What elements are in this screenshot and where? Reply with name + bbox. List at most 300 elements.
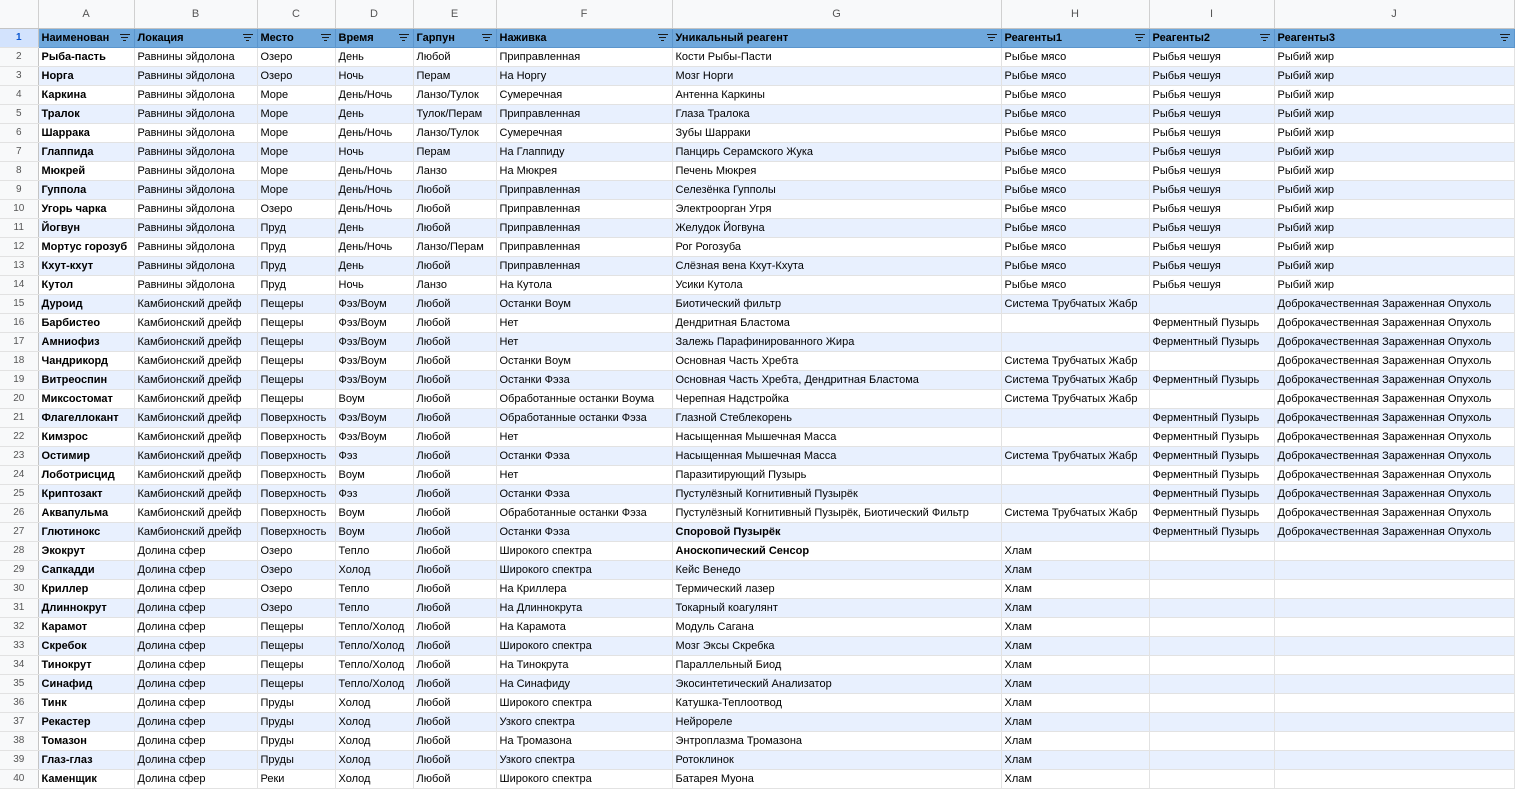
cell[interactable]: Долина сфер: [134, 674, 257, 693]
cell[interactable]: Останки Фэза: [496, 446, 672, 465]
column-letter-h[interactable]: H: [1001, 0, 1149, 28]
cell[interactable]: [1274, 712, 1514, 731]
cell[interactable]: Долина сфер: [134, 712, 257, 731]
header-cell[interactable]: [1001, 28, 1149, 47]
cell[interactable]: На Криллера: [496, 579, 672, 598]
cell[interactable]: Рыбья чешуя: [1149, 66, 1274, 85]
cell[interactable]: Любой: [413, 674, 496, 693]
cell[interactable]: Селезёнка Гупполы: [672, 180, 1001, 199]
cell[interactable]: Хлам: [1001, 655, 1149, 674]
cell[interactable]: Рыбье мясо: [1001, 104, 1149, 123]
cell[interactable]: Рыба-пасть: [38, 47, 134, 66]
cell[interactable]: Останки Фэза: [496, 370, 672, 389]
cell[interactable]: Любой: [413, 180, 496, 199]
cell[interactable]: Рыбий жир: [1274, 142, 1514, 161]
cell[interactable]: Печень Мюкрея: [672, 161, 1001, 180]
cell[interactable]: Тинокрут: [38, 655, 134, 674]
cell[interactable]: Доброкачественная Зараженная Опухоль: [1274, 370, 1514, 389]
cell[interactable]: [1149, 693, 1274, 712]
cell[interactable]: Остимир: [38, 446, 134, 465]
cell[interactable]: Доброкачественная Зараженная Опухоль: [1274, 332, 1514, 351]
cell[interactable]: Хлам: [1001, 636, 1149, 655]
filter-icon[interactable]: [120, 34, 130, 42]
cell[interactable]: Зубы Шарраки: [672, 123, 1001, 142]
cell[interactable]: Синафид: [38, 674, 134, 693]
cell[interactable]: Камбионский дрейф: [134, 522, 257, 541]
cell[interactable]: Море: [257, 180, 335, 199]
cell[interactable]: Озеро: [257, 579, 335, 598]
row-number[interactable]: 8: [0, 161, 38, 180]
cell[interactable]: Рыбье мясо: [1001, 218, 1149, 237]
cell[interactable]: Кимзрос: [38, 427, 134, 446]
cell[interactable]: Любой: [413, 579, 496, 598]
cell[interactable]: Рыбье мясо: [1001, 275, 1149, 294]
header-cell[interactable]: [134, 28, 257, 47]
cell[interactable]: Равнины эйдолона: [134, 256, 257, 275]
cell[interactable]: Нет: [496, 313, 672, 332]
cell[interactable]: День: [335, 218, 413, 237]
cell[interactable]: Любой: [413, 769, 496, 788]
cell[interactable]: Долина сфер: [134, 579, 257, 598]
cell[interactable]: Долина сфер: [134, 693, 257, 712]
cell[interactable]: Йогвун: [38, 218, 134, 237]
cell[interactable]: [1274, 750, 1514, 769]
cell[interactable]: Рыбье мясо: [1001, 199, 1149, 218]
cell[interactable]: Рыбий жир: [1274, 199, 1514, 218]
cell[interactable]: Широкого спектра: [496, 636, 672, 655]
cell[interactable]: Рыбье мясо: [1001, 237, 1149, 256]
row-number[interactable]: 36: [0, 693, 38, 712]
header-cell[interactable]: [257, 28, 335, 47]
column-letter-e[interactable]: E: [413, 0, 496, 28]
cell[interactable]: [1149, 731, 1274, 750]
cell[interactable]: Рыбье мясо: [1001, 66, 1149, 85]
row-number[interactable]: 16: [0, 313, 38, 332]
cell[interactable]: Камбионский дрейф: [134, 313, 257, 332]
filter-icon[interactable]: [399, 34, 409, 42]
row-number[interactable]: 27: [0, 522, 38, 541]
cell[interactable]: День: [335, 47, 413, 66]
cell[interactable]: Рыбья чешуя: [1149, 199, 1274, 218]
cell[interactable]: Широкого спектра: [496, 541, 672, 560]
cell[interactable]: [1149, 769, 1274, 788]
cell[interactable]: Пещеры: [257, 655, 335, 674]
cell[interactable]: Камбионский дрейф: [134, 484, 257, 503]
row-number[interactable]: 9: [0, 180, 38, 199]
cell[interactable]: Любой: [413, 503, 496, 522]
row-number[interactable]: 10: [0, 199, 38, 218]
cell[interactable]: Ротоклинок: [672, 750, 1001, 769]
header-cell[interactable]: [672, 28, 1001, 47]
cell[interactable]: Любой: [413, 332, 496, 351]
cell[interactable]: День/Ночь: [335, 237, 413, 256]
cell[interactable]: Пруд: [257, 237, 335, 256]
cell[interactable]: Обработанные останки Воума: [496, 389, 672, 408]
cell[interactable]: [1149, 655, 1274, 674]
header-cell[interactable]: [335, 28, 413, 47]
cell[interactable]: Хлам: [1001, 693, 1149, 712]
cell[interactable]: Равнины эйдолона: [134, 142, 257, 161]
cell[interactable]: Система Трубчатых Жабр: [1001, 294, 1149, 313]
row-number[interactable]: 15: [0, 294, 38, 313]
row-number[interactable]: 12: [0, 237, 38, 256]
cell[interactable]: Камбионский дрейф: [134, 427, 257, 446]
cell[interactable]: [1149, 560, 1274, 579]
cell[interactable]: Аквапульма: [38, 503, 134, 522]
cell[interactable]: Насыщенная Мышечная Масса: [672, 446, 1001, 465]
cell[interactable]: Рыбье мясо: [1001, 142, 1149, 161]
row-number[interactable]: 30: [0, 579, 38, 598]
cell[interactable]: Экосинтетический Анализатор: [672, 674, 1001, 693]
cell[interactable]: Пустулёзный Когнитивный Пузырёк: [672, 484, 1001, 503]
cell[interactable]: Пруд: [257, 275, 335, 294]
filter-icon[interactable]: [1500, 34, 1510, 42]
cell[interactable]: Хлам: [1001, 674, 1149, 693]
cell[interactable]: Камбионский дрейф: [134, 370, 257, 389]
cell[interactable]: Рыбье мясо: [1001, 123, 1149, 142]
cell[interactable]: [1149, 674, 1274, 693]
cell[interactable]: Любой: [413, 256, 496, 275]
cell[interactable]: Море: [257, 142, 335, 161]
cell[interactable]: Останки Фэза: [496, 522, 672, 541]
cell[interactable]: Норга: [38, 66, 134, 85]
cell[interactable]: Любой: [413, 218, 496, 237]
cell[interactable]: Воум: [335, 465, 413, 484]
column-letter-d[interactable]: D: [335, 0, 413, 28]
cell[interactable]: Рыбья чешуя: [1149, 180, 1274, 199]
cell[interactable]: Ночь: [335, 142, 413, 161]
cell[interactable]: Любой: [413, 598, 496, 617]
cell[interactable]: Рыбий жир: [1274, 237, 1514, 256]
cell[interactable]: Любой: [413, 655, 496, 674]
cell[interactable]: Равнины эйдолона: [134, 275, 257, 294]
cell[interactable]: Ланзо/Тулок: [413, 123, 496, 142]
cell[interactable]: Рог Рогозуба: [672, 237, 1001, 256]
cell[interactable]: Приправленная: [496, 256, 672, 275]
filter-icon[interactable]: [321, 34, 331, 42]
cell[interactable]: Широкого спектра: [496, 693, 672, 712]
cell[interactable]: Рыбья чешуя: [1149, 85, 1274, 104]
cell[interactable]: Равнины эйдолона: [134, 104, 257, 123]
cell[interactable]: Фэз/Воум: [335, 408, 413, 427]
cell[interactable]: День/Ночь: [335, 180, 413, 199]
cell[interactable]: Основная Часть Хребта: [672, 351, 1001, 370]
cell[interactable]: День/Ночь: [335, 161, 413, 180]
cell[interactable]: Тепло/Холод: [335, 655, 413, 674]
cell[interactable]: Любой: [413, 294, 496, 313]
cell[interactable]: Споровой Пузырёк: [672, 522, 1001, 541]
cell[interactable]: Любой: [413, 636, 496, 655]
cell[interactable]: Пещеры: [257, 636, 335, 655]
cell[interactable]: Перам: [413, 66, 496, 85]
cell[interactable]: Любой: [413, 750, 496, 769]
cell[interactable]: [1274, 598, 1514, 617]
cell[interactable]: День: [335, 104, 413, 123]
cell[interactable]: Параллельный Биод: [672, 655, 1001, 674]
cell[interactable]: Сапкадди: [38, 560, 134, 579]
filter-icon[interactable]: [482, 34, 492, 42]
cell[interactable]: Тепло: [335, 598, 413, 617]
cell[interactable]: Воум: [335, 522, 413, 541]
cell[interactable]: Любой: [413, 47, 496, 66]
cell[interactable]: Пещеры: [257, 370, 335, 389]
cell[interactable]: Ферментный Пузырь: [1149, 313, 1274, 332]
cell[interactable]: Электроорган Угря: [672, 199, 1001, 218]
cell[interactable]: Пруды: [257, 750, 335, 769]
cell[interactable]: На Тромазона: [496, 731, 672, 750]
cell[interactable]: День/Ночь: [335, 123, 413, 142]
cell[interactable]: Пещеры: [257, 351, 335, 370]
cell[interactable]: На Тинокрута: [496, 655, 672, 674]
cell[interactable]: Энтроплазма Тромазона: [672, 731, 1001, 750]
cell[interactable]: Рыбья чешуя: [1149, 47, 1274, 66]
cell[interactable]: Лоботрисцид: [38, 465, 134, 484]
cell[interactable]: Глазной Стеблекорень: [672, 408, 1001, 427]
cell[interactable]: Долина сфер: [134, 731, 257, 750]
cell[interactable]: [1274, 617, 1514, 636]
cell[interactable]: Чандрикорд: [38, 351, 134, 370]
cell[interactable]: Ферментный Пузырь: [1149, 503, 1274, 522]
cell[interactable]: Камбионский дрейф: [134, 465, 257, 484]
cell[interactable]: [1149, 351, 1274, 370]
cell[interactable]: Озеро: [257, 541, 335, 560]
cell[interactable]: Море: [257, 161, 335, 180]
cell[interactable]: Холод: [335, 769, 413, 788]
cell[interactable]: Обработанные останки Фэза: [496, 408, 672, 427]
cell[interactable]: Долина сфер: [134, 541, 257, 560]
cell[interactable]: Каменщик: [38, 769, 134, 788]
cell[interactable]: Тепло/Холод: [335, 674, 413, 693]
cell[interactable]: Желудок Йогвуна: [672, 218, 1001, 237]
cell[interactable]: [1274, 579, 1514, 598]
row-number[interactable]: 33: [0, 636, 38, 655]
cell[interactable]: Любой: [413, 351, 496, 370]
row-number[interactable]: 22: [0, 427, 38, 446]
cell[interactable]: Пруд: [257, 256, 335, 275]
cell[interactable]: Слёзная вена Кхут-Кхута: [672, 256, 1001, 275]
row-number[interactable]: 13: [0, 256, 38, 275]
row-number[interactable]: 25: [0, 484, 38, 503]
cell[interactable]: Останки Фэза: [496, 484, 672, 503]
cell[interactable]: [1274, 636, 1514, 655]
cell[interactable]: Фэз/Воум: [335, 294, 413, 313]
row-number[interactable]: 39: [0, 750, 38, 769]
cell[interactable]: Криллер: [38, 579, 134, 598]
cell[interactable]: Кейс Венедо: [672, 560, 1001, 579]
filter-icon[interactable]: [1260, 34, 1270, 42]
cell[interactable]: Любой: [413, 389, 496, 408]
cell[interactable]: Рыбий жир: [1274, 180, 1514, 199]
cell[interactable]: Приправленная: [496, 180, 672, 199]
row-number[interactable]: 7: [0, 142, 38, 161]
cell[interactable]: Рыбье мясо: [1001, 85, 1149, 104]
cell[interactable]: [1001, 522, 1149, 541]
cell[interactable]: Ночь: [335, 66, 413, 85]
cell[interactable]: Тулок/Перам: [413, 104, 496, 123]
cell[interactable]: [1149, 617, 1274, 636]
row-number[interactable]: 6: [0, 123, 38, 142]
cell[interactable]: [1001, 484, 1149, 503]
cell[interactable]: День: [335, 256, 413, 275]
cell[interactable]: Долина сфер: [134, 636, 257, 655]
cell[interactable]: Шаррака: [38, 123, 134, 142]
header-cell[interactable]: [1274, 28, 1514, 47]
cell[interactable]: Приправленная: [496, 218, 672, 237]
row-number[interactable]: 21: [0, 408, 38, 427]
cell[interactable]: Доброкачественная Зараженная Опухоль: [1274, 313, 1514, 332]
filter-icon[interactable]: [987, 34, 997, 42]
cell[interactable]: На Глаппиду: [496, 142, 672, 161]
cell[interactable]: Тепло: [335, 541, 413, 560]
row-number[interactable]: 23: [0, 446, 38, 465]
row-number[interactable]: 2: [0, 47, 38, 66]
cell[interactable]: Любой: [413, 427, 496, 446]
cell[interactable]: Глаза Тралока: [672, 104, 1001, 123]
cell[interactable]: Пруды: [257, 693, 335, 712]
cell[interactable]: Гуппола: [38, 180, 134, 199]
cell[interactable]: На Норгу: [496, 66, 672, 85]
cell[interactable]: Рыбья чешуя: [1149, 256, 1274, 275]
cell[interactable]: Флагеллокант: [38, 408, 134, 427]
cell[interactable]: Глаз-глаз: [38, 750, 134, 769]
row-number[interactable]: 34: [0, 655, 38, 674]
cell[interactable]: Доброкачественная Зараженная Опухоль: [1274, 503, 1514, 522]
cell[interactable]: Доброкачественная Зараженная Опухоль: [1274, 522, 1514, 541]
cell[interactable]: Холод: [335, 731, 413, 750]
cell[interactable]: На Мюкрея: [496, 161, 672, 180]
cell[interactable]: Поверхность: [257, 408, 335, 427]
cell[interactable]: Приправленная: [496, 47, 672, 66]
cell[interactable]: Криптозакт: [38, 484, 134, 503]
cell[interactable]: Поверхность: [257, 427, 335, 446]
cell[interactable]: [1149, 712, 1274, 731]
cell[interactable]: Насыщенная Мышечная Масса: [672, 427, 1001, 446]
cell[interactable]: Поверхность: [257, 446, 335, 465]
cell[interactable]: Узкого спектра: [496, 750, 672, 769]
cell[interactable]: Барбистео: [38, 313, 134, 332]
cell[interactable]: Рыбья чешуя: [1149, 123, 1274, 142]
cell[interactable]: Поверхность: [257, 503, 335, 522]
cell[interactable]: Камбионский дрейф: [134, 446, 257, 465]
cell[interactable]: Мюкрей: [38, 161, 134, 180]
cell[interactable]: Кутол: [38, 275, 134, 294]
cell[interactable]: Ночь: [335, 275, 413, 294]
cell[interactable]: Поверхность: [257, 484, 335, 503]
cell[interactable]: Пруд: [257, 218, 335, 237]
cell[interactable]: Озеро: [257, 199, 335, 218]
cell[interactable]: Ферментный Пузырь: [1149, 332, 1274, 351]
cell[interactable]: Пещеры: [257, 294, 335, 313]
cell[interactable]: Рыбья чешуя: [1149, 161, 1274, 180]
cell[interactable]: Озеро: [257, 598, 335, 617]
cell[interactable]: Доброкачественная Зараженная Опухоль: [1274, 484, 1514, 503]
cell[interactable]: Мортус горозуб: [38, 237, 134, 256]
cell[interactable]: Рыбий жир: [1274, 123, 1514, 142]
cell[interactable]: Ферментный Пузырь: [1149, 465, 1274, 484]
cell[interactable]: Приправленная: [496, 104, 672, 123]
cell[interactable]: Биотический фильтр: [672, 294, 1001, 313]
cell[interactable]: Доброкачественная Зараженная Опухоль: [1274, 446, 1514, 465]
cell[interactable]: Доброкачественная Зараженная Опухоль: [1274, 465, 1514, 484]
cell[interactable]: Любой: [413, 484, 496, 503]
cell[interactable]: Пещеры: [257, 617, 335, 636]
cell[interactable]: Фэз/Воум: [335, 351, 413, 370]
column-letter-a[interactable]: A: [38, 0, 134, 28]
cell[interactable]: Термический лазер: [672, 579, 1001, 598]
cell[interactable]: Томазон: [38, 731, 134, 750]
column-letter-g[interactable]: G: [672, 0, 1001, 28]
row-number[interactable]: 18: [0, 351, 38, 370]
cell[interactable]: Камбионский дрейф: [134, 294, 257, 313]
cell[interactable]: Пещеры: [257, 389, 335, 408]
cell[interactable]: Батарея Муона: [672, 769, 1001, 788]
cell[interactable]: [1149, 598, 1274, 617]
cell[interactable]: Усики Кутола: [672, 275, 1001, 294]
cell[interactable]: Дуроид: [38, 294, 134, 313]
cell[interactable]: Скребок: [38, 636, 134, 655]
cell[interactable]: Система Трубчатых Жабр: [1001, 351, 1149, 370]
cell[interactable]: На Кутола: [496, 275, 672, 294]
cell[interactable]: Равнины эйдолона: [134, 199, 257, 218]
row-number[interactable]: 5: [0, 104, 38, 123]
row-number[interactable]: 40: [0, 769, 38, 788]
row-number[interactable]: 38: [0, 731, 38, 750]
cell[interactable]: Тепло: [335, 579, 413, 598]
cell[interactable]: Обработанные останки Фэза: [496, 503, 672, 522]
cell[interactable]: Система Трубчатых Жабр: [1001, 503, 1149, 522]
cell[interactable]: [1274, 655, 1514, 674]
cell[interactable]: Ферментный Пузырь: [1149, 446, 1274, 465]
cell[interactable]: Равнины эйдолона: [134, 161, 257, 180]
cell[interactable]: Любой: [413, 693, 496, 712]
cell[interactable]: Широкого спектра: [496, 769, 672, 788]
cell[interactable]: [1274, 560, 1514, 579]
row-number[interactable]: 26: [0, 503, 38, 522]
cell[interactable]: На Карамота: [496, 617, 672, 636]
cell[interactable]: Пустулёзный Когнитивный Пузырёк, Биотический Фильтр: [672, 503, 1001, 522]
cell[interactable]: [1149, 636, 1274, 655]
cell[interactable]: Хлам: [1001, 731, 1149, 750]
cell[interactable]: Тепло/Холод: [335, 617, 413, 636]
cell[interactable]: [1149, 750, 1274, 769]
cell[interactable]: Длиннокрут: [38, 598, 134, 617]
cell[interactable]: Основная Часть Хребта, Дендритная Бластома: [672, 370, 1001, 389]
cell[interactable]: Камбионский дрейф: [134, 332, 257, 351]
cell[interactable]: Воум: [335, 389, 413, 408]
cell[interactable]: Рекастер: [38, 712, 134, 731]
cell[interactable]: Пруды: [257, 731, 335, 750]
header-cell[interactable]: [1149, 28, 1274, 47]
cell[interactable]: Рыбий жир: [1274, 256, 1514, 275]
cell[interactable]: Рыбье мясо: [1001, 256, 1149, 275]
cell[interactable]: Катушка-Теплоотвод: [672, 693, 1001, 712]
row-number[interactable]: 4: [0, 85, 38, 104]
cell[interactable]: Любой: [413, 522, 496, 541]
column-letter-i[interactable]: I: [1149, 0, 1274, 28]
cell[interactable]: Воум: [335, 503, 413, 522]
cell[interactable]: Мозг Эксы Скребка: [672, 636, 1001, 655]
cell[interactable]: Пруды: [257, 712, 335, 731]
row-number[interactable]: 31: [0, 598, 38, 617]
row-number[interactable]: 28: [0, 541, 38, 560]
cell[interactable]: На Длиннокрута: [496, 598, 672, 617]
cell[interactable]: Витреоспин: [38, 370, 134, 389]
cell[interactable]: Широкого спектра: [496, 560, 672, 579]
cell[interactable]: Поверхность: [257, 465, 335, 484]
cell[interactable]: Ланзо: [413, 161, 496, 180]
cell[interactable]: Тинк: [38, 693, 134, 712]
cell[interactable]: Останки Воум: [496, 351, 672, 370]
